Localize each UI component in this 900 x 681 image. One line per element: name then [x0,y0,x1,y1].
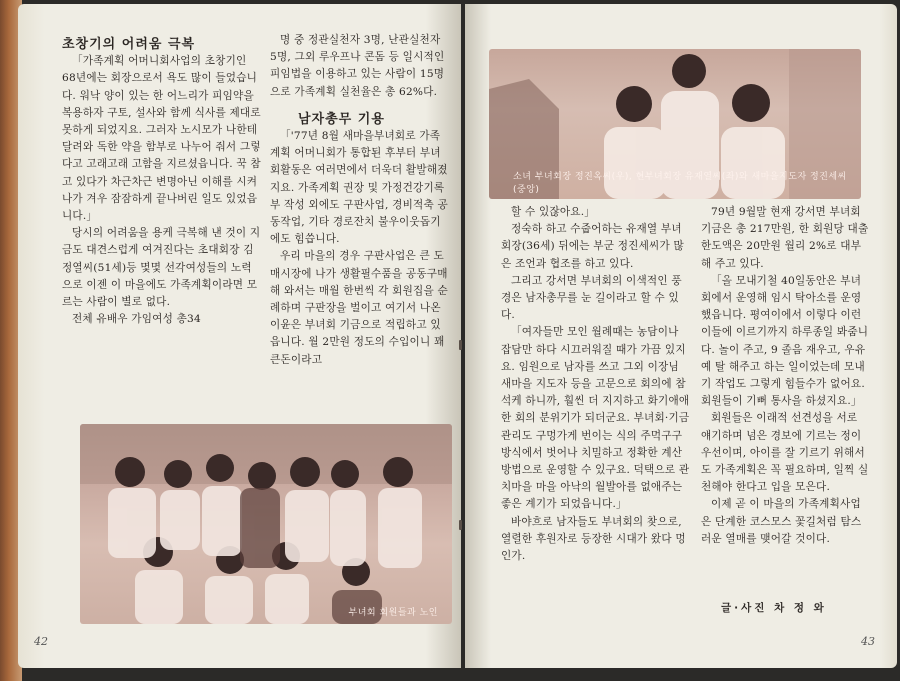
paragraph: 명 중 정관실천자 3명, 난관실천자 5명, 그외 루우프나 콘돔 등 일시적인 피임법을 이용하고 있는 사람이 15명으로 가족계획 실천율은 총 62%다. [270,34,445,98]
byline: 글·사진 차 정 와 [721,602,827,614]
paragraph: 「'77년 8월 새마을부녀회로 가족계획 어머니회가 통합된 후부터 부녀회활동은 여러면에서 더욱더 활발해졌지요. 가족계획 권장 및 가정건강기록부 작성 외에도 구판사업, 경비적축 공동작업, 기타 경로잔치 불우이웃돕기에도 힘씁니다. [270,130,448,246]
left-page [18,4,461,668]
binding-stitch [459,340,462,350]
paragraph: 「가족계획 어머니회사업의 초창기인 68년에는 회장으로서 욕도 많이 들었습니다. 워낙 양이 있는 한 어느리가 피임약을 복용하자 구토, 설사와 함께 식사를 제대로 못하게 되었지요. 그러자 노시모가 나한테 달려와 독한 약을 함부로 나누어 줘서 그렇다고 고래고래 고함을 지르셨읍니다. 꾹 참고 있다가 차근차근 변명아닌 이해를 시켜나가 겨우 잠잠하게 끝나버린 일도 있었읍니다.」 [62,55,261,223]
paragraph: 회원들은 이래적 선견성을 서로 얘기하며 넘은 경보에 기르는 정이 우선이며, 아이를 잘 기르기 위해서도 가족계획은 꼭 필요하며, 일찍 실천해야 한다고 입을 모은다. [701,412,869,494]
page-number: 42 [34,635,48,648]
paragraph: 79년 9월말 현재 강서면 부녀회 기금은 총 217만원, 한 회원당 대출한도액은 20만원 월리 2%로 대부해 주고 있다. [701,206,869,270]
group-photo [80,424,452,624]
section-heading: 남자총무 기용 [298,111,385,127]
section-heading: 초창기의 어려움 극복 [62,37,196,52]
binding-stitch [459,520,462,530]
paragraph: 전체 유배우 가임여성 총34 [72,313,201,326]
paragraph: 바야흐로 남자들도 부녀회의 찾으로, 열렬한 후원자로 등장한 시대가 왔다 멍인가. [501,515,686,563]
paragraph: 당시의 어려움을 용케 극복해 낸 것이 지금도 대견스럽게 여겨진다는 초대회장 김정열씨(51세)등 몇몇 선각여성들의 노력으로 이젠 이 마을에도 가족계획이라면 모르는 사람이 별로 없다. [62,227,261,309]
paragraph: 「여자들만 모인 월례때는 농담이나 잡담만 하다 시끄러워질 때가 가끔 있지요. 임원으로 남자를 쓰고 그외 이장님 새마을 지도자 등을 고문으로 회의에 참석케 하니까, 훨씬 더 지지하고 화기애애한 회의 분위기가 되더군요. 부녀회·기금관리도 구멍가게 번이는 식의 주먹구구방식에서 벗어나 치밀하고 정확한 계산방법으로 운영할 수 있구요. 덕택으로 관치마을 마을 아낙의 월발아를 없애주는 좋은 계기가 되었읍니다.」 [501,326,690,511]
paragraph: 할 수 있잖아요.」 [511,206,596,218]
paragraph: 우리 마을의 경우 구판사업은 큰 도매시장에 나가 생활필수품을 공동구매해 와서는 매월 한번씩 각 회원집을 순례하며 구판장을 벌이고 여기서 나온 이윤은 부녀회 기금으로 적립하고 있읍니다. 월 2만원 정도의 수입이니 꽤 큰돈이라고 [270,250,448,366]
right-page [465,4,897,668]
paragraph: 이제 곧 이 마을의 가족계획사업은 단계한 코스모스 꽃길처럼 탐스러운 열매를 맺어갈 것이다. [701,498,862,545]
right-column-2 [701,204,871,548]
photo-caption: 부녀회 회원들과 노인 [348,608,438,618]
group-photo-image [80,424,452,624]
photo-caption: 소녀 부녀회장 정진옥씨(우), 현부녀회장 유재열씨(좌)와 새마을지도자 정진세씨(중앙) [513,172,847,195]
paragraph: 「올 모내기철 40일동안은 부녀회에서 운영해 임시 탁아소를 운영했읍니다. 평여이에서 이렇다 이런이들에 이르기까지 하루종일 봐줌니다. 놀이 주고, 9 졸음 재우고, 우유 예 탈 해주고 하는 일이었는데 모내기 작업도 그렇게 힘들수가 없어요. 회원들이 기뻐 통사을 하셨지요.」 [701,274,869,408]
right-column-1 [501,204,691,565]
left-column-2 [270,32,450,369]
paragraph: 그리고 강서면 부녀회의 이색적인 풍경은 남자총무를 눈 길이라고 할 수 있다. [501,274,682,322]
page-number: 43 [861,635,875,648]
paragraph: 정숙하 하고 수줍어하는 유재열 부녀회장(36세) 뒤에는 부군 정진세씨가 많은 조언과 협조를 하고 있다. [501,223,684,270]
left-column-1 [62,36,262,328]
trio-photo [489,49,861,199]
